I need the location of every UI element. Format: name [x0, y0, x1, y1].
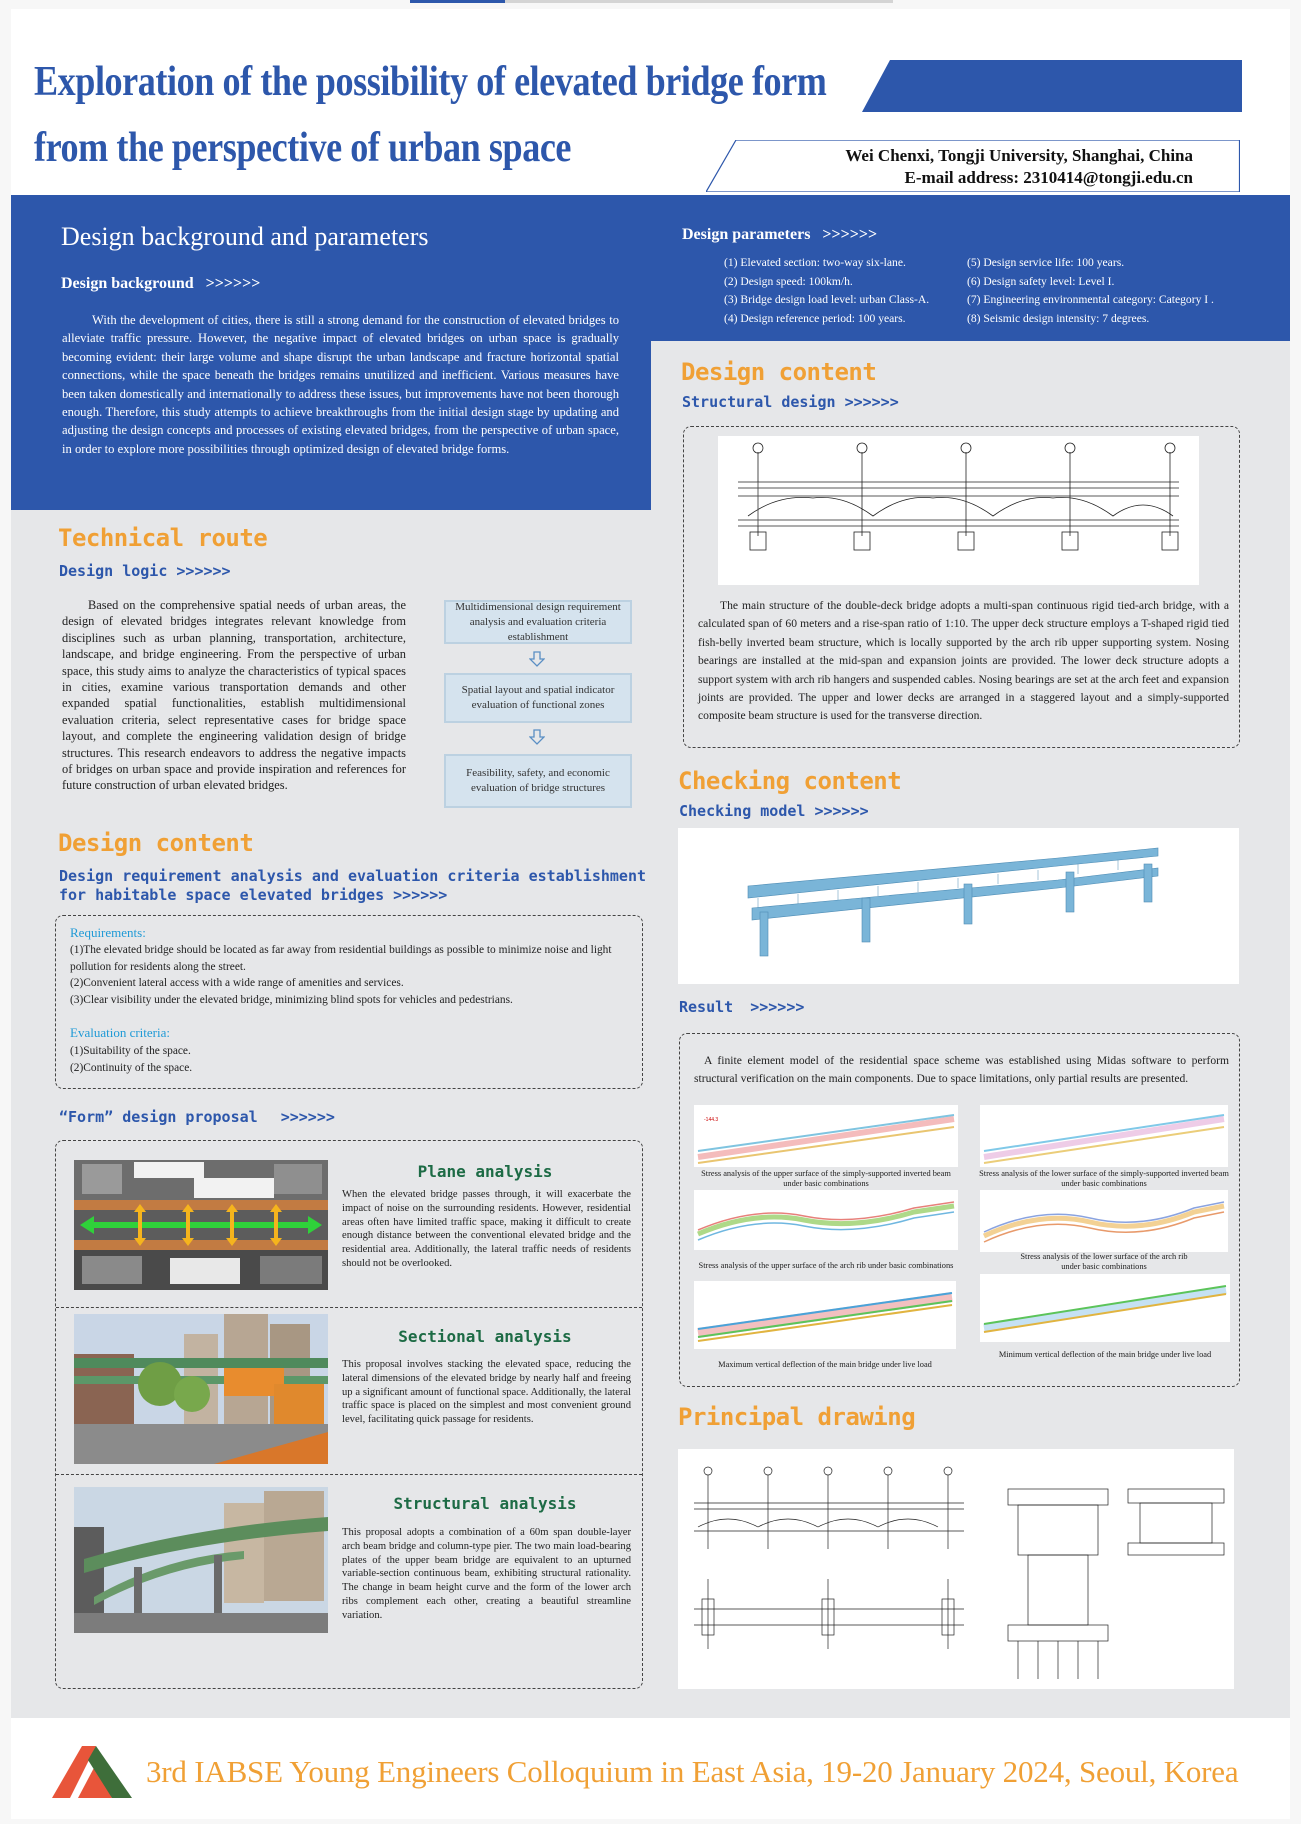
- stress-upper-beam-chart: [694, 1105, 958, 1167]
- subsection-title-design-background: [61, 275, 260, 293]
- sectional-analysis-image: [74, 1314, 328, 1464]
- sectional-analysis-text: This proposal involves stacking the elevated space, reducing the lateral dimensions of the elevated bridge by nearly half and freeing up a significant amount of functional space. Additionally, the lateral traffic space is placed on the simplest and most convenient ground level, facilitating quick passage for residents.: [342, 1359, 631, 1426]
- plane-analysis-title: Plane analysis: [417, 1162, 553, 1181]
- requirement-analysis-line1: Design requirement analysis and evaluation criteria establishment: [59, 867, 646, 885]
- checking-model-label: Checking model: [679, 802, 806, 820]
- author-line: Wei Chenxi, Tongji University, Shanghai, China: [845, 146, 1193, 165]
- requirement-item: (1)The elevated bridge should be located as far away from residential buildings as possible to minimize noise and light pollution for residents along the street.: [70, 944, 612, 973]
- sectional-analysis-title: Sectional analysis: [398, 1327, 572, 1346]
- evaluation-item: (2)Continuity of the space.: [70, 1061, 193, 1074]
- top-edge-bar: [505, 0, 893, 3]
- subsection-title-parameters: [682, 226, 877, 244]
- subsection-title-checking-model: [679, 802, 869, 820]
- divider: [56, 1474, 642, 1475]
- requirements-heading: Requirements:: [70, 925, 146, 940]
- parameter-item: (2) Design speed: 100km/h.: [724, 274, 853, 288]
- plane-analysis-image: [74, 1160, 328, 1290]
- flow-step-3: Feasibility, safety, and economic evaluation of bridge structures: [444, 754, 632, 808]
- parameter-item: (6) Design safety level: Level I.: [967, 274, 1115, 288]
- evaluation-heading: Evaluation criteria:: [70, 1025, 170, 1040]
- fem-model-image: [678, 828, 1239, 984]
- min-deflection-chart: [980, 1274, 1230, 1342]
- design-background-label: Design background: [61, 275, 194, 292]
- principal-drawing-image: [678, 1449, 1234, 1689]
- min-deflection-caption: Minimum vertical deflection of the main bridge under live load: [998, 1350, 1212, 1359]
- arrows-icon: >>>>>>: [393, 886, 448, 904]
- result-label: Result: [679, 998, 734, 1016]
- stress-lower-beam-caption: Stress analysis of the lower surface of the simply-supported inverted beam under basic combinations: [979, 1169, 1229, 1188]
- parameter-item: (4) Design reference period: 100 years.: [724, 311, 906, 325]
- requirement-item: (2)Convenient lateral access with a wide range of amenities and services.: [70, 977, 404, 989]
- requirement-analysis-line2: for habitable space elevated bridges: [59, 886, 385, 904]
- parameter-item: (1) Elevated section: two-way six-lane.: [724, 256, 906, 269]
- section-title-principal-drawing: Principal drawing: [678, 1403, 916, 1431]
- svg-text:-144.3: -144.3: [704, 1117, 719, 1123]
- requirement-item: (3)Clear visibility under the elevated bridge, minimizing blind spots for vehicles and pedestrians.: [70, 993, 513, 1006]
- structural-design-text: The main structure of the double-deck bridge adopts a multi-span continuous rigid tied-arch bridge, with a calculated span of 60 meters and a rise-span ratio of 1:10. The upper deck structure employs a T-shaped rigid tied fish-belly inverted beam structure, which is locally supported by the arch rib upper supporting system. Nosing bearings are installed at the mid-span and expansion joints are provided. The lower deck structure adopts a support system with arch rib hangers and suspended cables. Nosing bearings are set at the arch feet and expansion joints are provided. The upper and lower decks are arranged in a staggered layout and a simply-supported composite beam structure is used for the transverse direction.: [698, 599, 1229, 723]
- top-edge-accent: [410, 0, 505, 3]
- poster-title-line2: from the perspective of urban space: [34, 125, 572, 171]
- arrows-icon: >>>>>>: [822, 226, 878, 243]
- plane-analysis-text: When the elevated bridge passes through, it will exacerbate the impact of noise on the surrounding residents. However, residential areas often have limited traffic space, making it difficult to create enough distance between the conventional elevated bridge and the residential area. Additionally, the lateral traffic needs of residents should not be overlooked.: [342, 1189, 631, 1269]
- email-line: E-mail address: 2310414@tongji.edu.cn: [904, 168, 1193, 187]
- parameter-item: (5) Design service life: 100 years.: [967, 256, 1125, 269]
- structural-analysis-title: Structural analysis: [393, 1494, 577, 1513]
- stress-upper-beam-caption: Stress analysis of the upper surface of the simply-supported inverted beam under basic combinations: [701, 1169, 951, 1188]
- structural-analysis-image: [74, 1487, 328, 1633]
- parameter-item: (7) Engineering environmental category: Category I .: [967, 293, 1214, 306]
- form-proposal-label: “Form” design proposal: [59, 1108, 258, 1126]
- max-deflection-caption: Maximum vertical deflection of the main bridge under live load: [718, 1360, 932, 1369]
- parameter-item: (3) Bridge design load level: urban Class-A.: [724, 293, 930, 306]
- title-banner-shape: [862, 60, 1242, 112]
- parameter-item: (8) Seismic design intensity: 7 degrees.: [967, 311, 1150, 325]
- subsection-title-design-logic: [59, 562, 231, 580]
- structural-analysis-text: This proposal adopts a combination of a 60m span double-layer arch beam bridge and column-type pier. The two main load-bearing plates of the upper beam bridge are equivalent to an upturned variable-section continuous beam, exhibiting structural rationality. The change in beam height curve and the form of the lower arch ribs complement each other, creating a beautiful streamline variation.: [342, 1527, 631, 1621]
- section-title-background: Design background and parameters: [61, 222, 429, 251]
- subsection-title-structural-design: [682, 393, 899, 411]
- result-text: A finite element model of the residential space scheme was established using Midas software to perform structural verification on the main components. Due to space limitations, only partial results are presented.: [694, 1054, 1229, 1086]
- stress-upper-arch-caption: Stress analysis of the upper surface of the arch rib under basic combinations: [698, 1261, 954, 1270]
- subsection-title-result: [679, 998, 804, 1016]
- arrows-icon: >>>>>>: [176, 562, 231, 580]
- section-title-technical-route: Technical route: [58, 524, 268, 552]
- poster-title-line1: Exploration of the possibility of elevated bridge form: [34, 59, 827, 105]
- stress-lower-arch-chart: [980, 1190, 1228, 1252]
- max-deflection-chart: [694, 1281, 956, 1349]
- divider: [56, 1307, 642, 1308]
- flow-step-1: Multidimensional design requirement analysis and evaluation criteria establishment: [444, 600, 632, 644]
- stress-lower-arch-caption: Stress analysis of the lower surface of the arch rib under basic combinations: [1020, 1252, 1188, 1271]
- requirements-list: [70, 942, 630, 1008]
- arrows-icon: >>>>>>: [205, 275, 261, 292]
- section-title-checking-content: Checking content: [678, 767, 902, 795]
- parameters-list-right: [967, 254, 1214, 328]
- parameters-label: Design parameters: [682, 226, 811, 243]
- design-logic-label: Design logic: [59, 562, 168, 580]
- subsection-title-requirement-analysis: [59, 867, 646, 905]
- stress-upper-arch-chart: [694, 1190, 958, 1250]
- technical-route-text: Based on the comprehensive spatial needs of urban areas, the design of elevated bridges integrates relevant knowledge from disciplines such as urban planning, transportation, architecture, landscape, and bridge engineering. From the perspective of urban space, this study aims to analyze the characteristics of typical spaces in cities, examine various transportation demands and other expanded spatial functionalities, establish multidimensional evaluation criteria, select representative cases for bridge space layout, and complete the engineering validation design of bridge structures. This research endeavors to address the negative impacts of bridges on urban space and provide inspiration and references for future construction of urban elevated bridges.: [62, 598, 406, 793]
- arrows-icon: >>>>>>: [814, 802, 869, 820]
- iabse-logo: [52, 1746, 132, 1798]
- arrows-icon: >>>>>>: [280, 1108, 335, 1126]
- stress-lower-beam-chart: [980, 1105, 1228, 1167]
- arrows-icon: >>>>>>: [844, 393, 899, 411]
- down-arrow-icon: [529, 729, 545, 745]
- structural-design-label: Structural design: [682, 393, 836, 411]
- evaluation-item: (1)Suitability of the space.: [70, 1045, 191, 1057]
- section-title-design-content-right: Design content: [681, 358, 877, 386]
- flow-step-2: Spatial layout and spatial indicator evaluation of functional zones: [444, 673, 632, 723]
- section-title-design-content-left: Design content: [58, 829, 254, 857]
- evaluation-list: [70, 1043, 192, 1076]
- arrows-icon: >>>>>>: [750, 998, 805, 1016]
- structural-elevation-drawing: [718, 436, 1199, 585]
- down-arrow-icon: [529, 651, 545, 667]
- background-text: With the development of cities, there is still a strong demand for the construction of elevated bridges to alleviate traffic pressure. However, the negative impact of elevated bridges on urban space is gradually becoming evident: their large volume and shape disrupt the urban landscape and fracture horizontal spatial connections, while the space beneath the bridges remains unutilized and inefficient. Various measures have been taken domestically and internationally to address these issues, but improvements have not been thorough enough. Therefore, this study attempts to achieve breakthroughs from the initial design stage by updating and adjusting the design concepts and processes of existing elevated bridges, from the perspective of urban space, in order to explore more possibilities through optimized design of elevated bridge forms.: [62, 313, 619, 456]
- parameters-list-left: [724, 254, 929, 328]
- footer-conference: 3rd IABSE Young Engineers Colloquium in East Asia, 19-20 January 2024, Seoul, Korea: [146, 1754, 1239, 1789]
- subsection-title-form-proposal: [59, 1108, 335, 1126]
